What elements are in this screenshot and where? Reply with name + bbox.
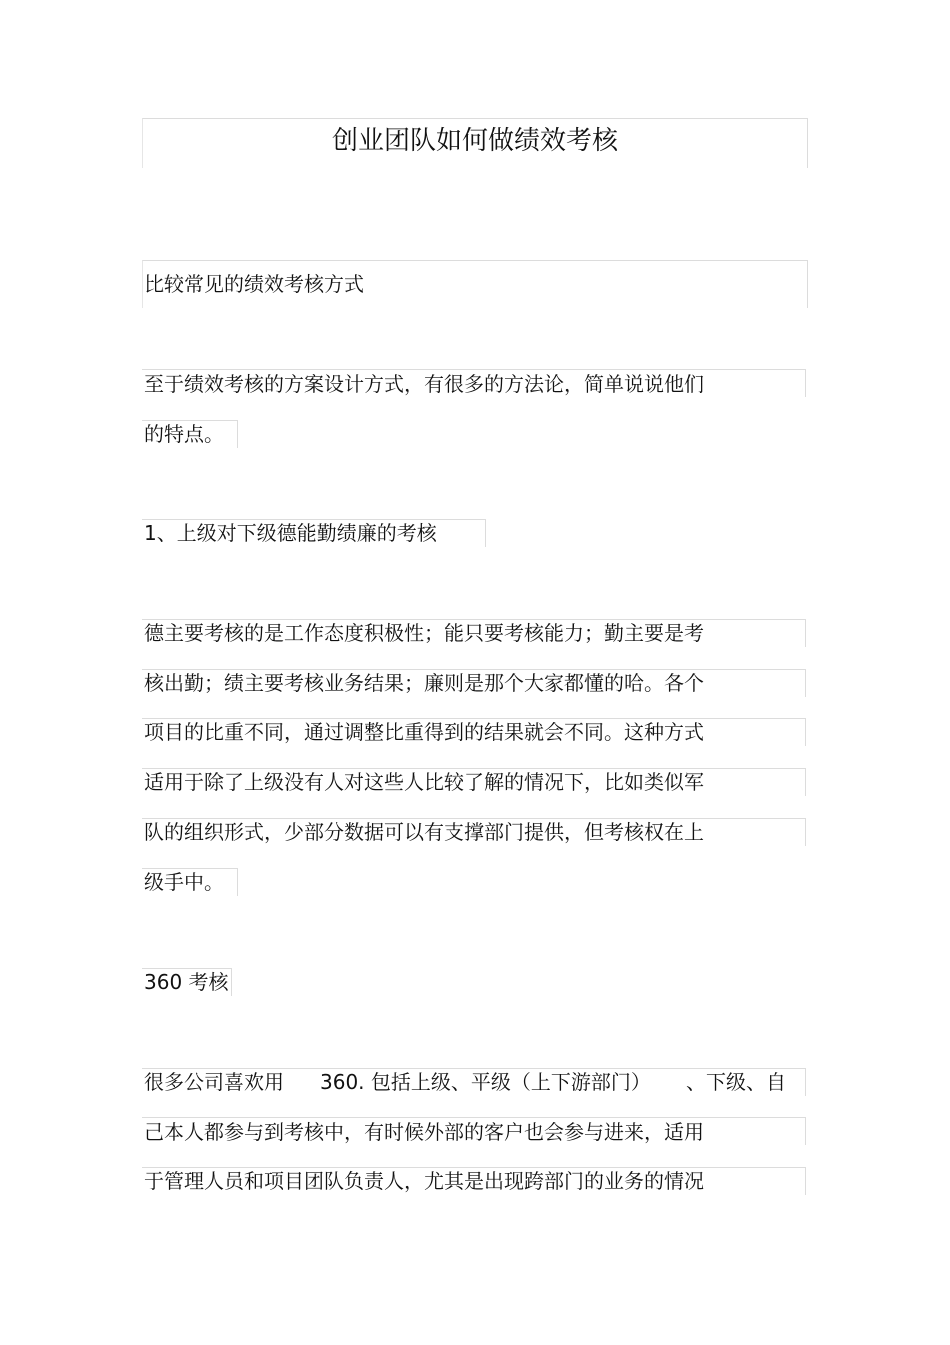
paragraph-line-part: 360. 包括上级、平级（上下游部门） bbox=[320, 1070, 651, 1094]
paragraph-line: 己本人都参与到考核中，有时候外部的客户也会参与进来，适用 bbox=[144, 1120, 704, 1144]
paragraph-line-part: 、下级、自 bbox=[686, 1070, 786, 1094]
item-heading: 360 考核 bbox=[144, 970, 229, 994]
paragraph-line: 至于绩效考核的方案设计方式，有很多的方法论，简单说说他们 bbox=[144, 372, 704, 396]
paragraph-line: 适用于除了上级没有人对这些人比较了解的情况下，比如类似军 bbox=[144, 770, 704, 794]
paragraph-line: 于管理人员和项目团队负责人，尤其是出现跨部门的业务的情况 bbox=[144, 1169, 704, 1193]
section-heading: 比较常见的绩效考核方式 bbox=[144, 272, 364, 296]
item-heading: 1、上级对下级德能勤绩廉的考核 bbox=[144, 521, 437, 545]
document-title: 创业团队如何做绩效考核 bbox=[331, 126, 618, 156]
paragraph-line: 队的组织形式，少部分数据可以有支撑部门提供，但考核权在上 bbox=[144, 820, 704, 844]
paragraph-line: 项目的比重不同，通过调整比重得到的结果就会不同。这种方式 bbox=[144, 720, 704, 744]
paragraph-line: 的特点。 bbox=[144, 422, 224, 446]
paragraph-line: 核出勤；绩主要考核业务结果；廉则是那个大家都懂的哈。各个 bbox=[144, 671, 704, 695]
paragraph-line: 级手中。 bbox=[144, 870, 224, 894]
paragraph-line-part: 很多公司喜欢用 bbox=[144, 1070, 284, 1094]
paragraph-line: 德主要考核的是工作态度积极性；能只要考核能力；勤主要是考 bbox=[144, 621, 704, 645]
